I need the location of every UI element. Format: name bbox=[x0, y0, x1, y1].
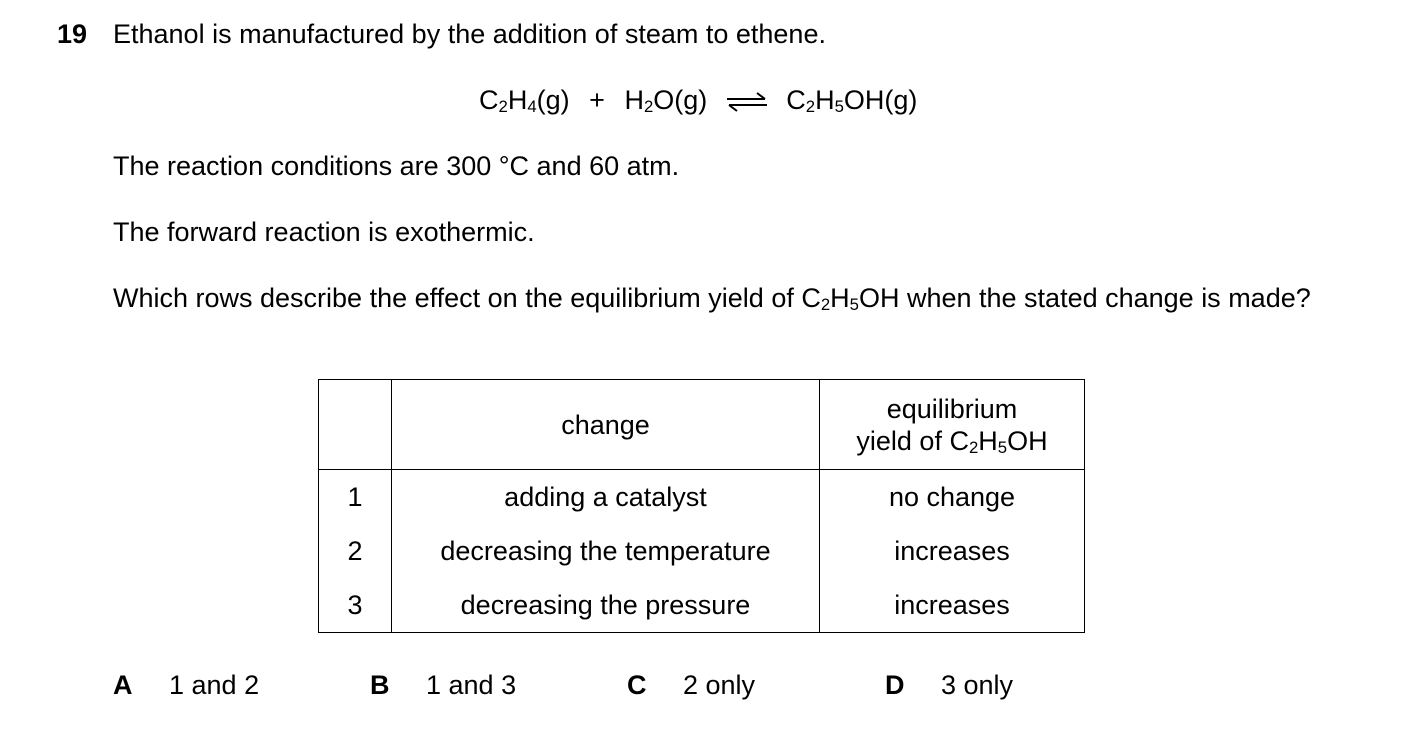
question-number: 19 bbox=[57, 19, 88, 49]
reaction-conditions: The reaction conditions are 300 °C and 60 atm. bbox=[113, 151, 680, 181]
option-b-text[interactable]: 1 and 3 bbox=[426, 670, 517, 700]
header-change: change bbox=[392, 380, 820, 470]
chemical-equation bbox=[479, 85, 917, 116]
conditions-table bbox=[318, 379, 1085, 633]
table-row bbox=[319, 578, 1085, 633]
row-change: decreasing the temperature bbox=[392, 524, 820, 578]
product-ethanol: $C_2H_5OH(g)$ bbox=[786, 85, 918, 116]
row-number: 2 bbox=[319, 524, 392, 578]
row-number: 3 bbox=[319, 578, 392, 633]
plus-sign: + bbox=[589, 85, 605, 115]
option-d-letter[interactable]: D bbox=[885, 670, 905, 700]
row-yield: no change bbox=[820, 470, 1085, 525]
row-yield: increases bbox=[820, 524, 1085, 578]
option-d-text[interactable]: 3 only bbox=[941, 670, 1014, 700]
table-header-row bbox=[319, 380, 1085, 470]
exothermic-statement: The forward reaction is exothermic. bbox=[113, 217, 535, 247]
row-yield: increases bbox=[820, 578, 1085, 633]
table-row bbox=[319, 524, 1085, 578]
equilibrium-arrow-icon bbox=[725, 92, 769, 112]
row-number: 1 bbox=[319, 470, 392, 525]
reactant-water: $H_2O(g)$ bbox=[624, 85, 708, 116]
option-c-text[interactable]: 2 only bbox=[683, 670, 756, 700]
row-change: decreasing the pressure bbox=[392, 578, 820, 633]
row-change: adding a catalyst bbox=[392, 470, 820, 525]
header-equilibrium-yield: equilibrium yield of $C_2H_5OH$ bbox=[820, 380, 1085, 470]
option-c-letter[interactable]: C bbox=[627, 670, 647, 700]
question-prompt: Which rows describe the effect on the equilibrium yield of $C_2H_5OH$ when the stated change is made? bbox=[113, 283, 1311, 314]
header-row-number bbox=[319, 380, 392, 470]
option-a-text[interactable]: 1 and 2 bbox=[169, 670, 260, 700]
option-a-letter[interactable]: A bbox=[113, 670, 133, 700]
table-row bbox=[319, 470, 1085, 525]
reactant-ethene: $C_2H_4(g)$ bbox=[479, 85, 570, 116]
question-intro: Ethanol is manufactured by the addition of steam to ethene. bbox=[113, 19, 826, 49]
option-b-letter[interactable]: B bbox=[370, 670, 390, 700]
